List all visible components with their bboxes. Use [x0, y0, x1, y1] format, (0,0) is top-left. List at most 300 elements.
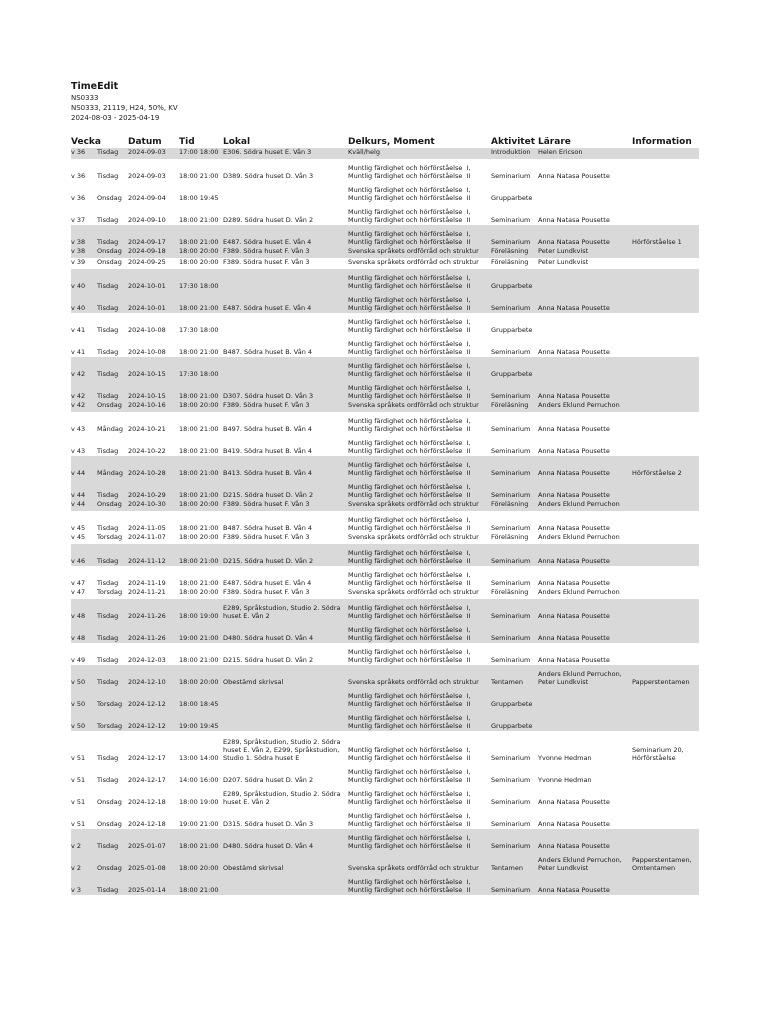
cell-week: v 41 [71, 348, 86, 356]
table-row [71, 665, 699, 687]
cell-date: 2024-10-15 [128, 370, 166, 378]
cell-day: Tisdag [97, 678, 119, 686]
cell-date: 2024-12-17 [128, 754, 166, 762]
cell-time: 17:30 18:00 [179, 370, 219, 378]
table-row [71, 873, 699, 895]
table-row [71, 763, 699, 785]
cell-day: Onsdag [97, 798, 122, 806]
cell-day: Torsdag [97, 533, 123, 541]
cell-activity: Seminarium [491, 612, 531, 620]
cell-date: 2024-12-10 [128, 678, 166, 686]
cell-room: Obestämd skrivsal [223, 678, 284, 686]
cell-week: v 51 [71, 820, 86, 828]
table-row [71, 434, 699, 456]
table-row [71, 687, 699, 709]
table-row [71, 533, 699, 544]
schedule-table [71, 136, 699, 895]
cell-course: Muntlig färdighet och hörförståelse I, Muntlig färdighet och hörförståelse II [348, 626, 471, 642]
cell-time: 19:00 21:00 [179, 634, 219, 642]
cell-course: Muntlig färdighet och hörförståelse I, Muntlig färdighet och hörförståelse II [348, 483, 471, 499]
cell-week: v 46 [71, 557, 86, 565]
cell-time: 18:00 21:00 [179, 579, 219, 587]
cell-room: Obestämd skrivsal [223, 864, 284, 872]
cell-course: Muntlig färdighet och hörförståelse I, Muntlig färdighet och hörförståelse II [348, 362, 471, 378]
cell-day: Torsdag [97, 722, 123, 730]
table-row [71, 566, 699, 588]
cell-activity: Seminarium [491, 842, 531, 850]
cell-time: 18:00 21:00 [179, 524, 219, 532]
cell-course: Muntlig färdighet och hörförståelse I, Muntlig färdighet och hörförståelse II [348, 714, 471, 730]
cell-teacher: Anna Natasa Pousette [538, 348, 610, 356]
cell-day: Tisdag [97, 172, 119, 180]
cell-activity: Introduktion [491, 148, 531, 156]
cell-time: 18:00 20:00 [179, 864, 219, 872]
cell-day: Tisdag [97, 634, 119, 642]
course-code: NS0333 [71, 94, 99, 102]
cell-activity: Föreläsning [491, 533, 529, 541]
cell-teacher: Anna Natasa Pousette [538, 579, 610, 587]
cell-week: v 2 [71, 842, 82, 850]
cell-teacher: Helen Ericson [538, 148, 583, 156]
cell-activity: Grupparbete [491, 282, 533, 290]
cell-time: 19:00 19:45 [179, 722, 219, 730]
cell-teacher: Anna Natasa Pousette [538, 612, 610, 620]
cell-date: 2024-10-08 [128, 348, 166, 356]
cell-activity: Grupparbete [491, 370, 533, 378]
cell-course: Muntlig färdighet och hörförståelse I, Muntlig färdighet och hörförståelse II [348, 812, 471, 828]
cell-room: E487. Södra huset E. Vån 4 [223, 238, 312, 246]
cell-week: v 50 [71, 722, 86, 730]
app-title: TimeEdit [71, 81, 119, 92]
column-header-information: Information [632, 137, 692, 147]
cell-time: 18:00 20:00 [179, 588, 219, 596]
cell-activity: Seminarium [491, 656, 531, 664]
cell-activity: Seminarium [491, 348, 531, 356]
cell-course: Kväll/helg [348, 148, 380, 156]
cell-time: 17:30 18:00 [179, 282, 219, 290]
table-row [71, 851, 699, 873]
cell-week: v 36 [71, 194, 86, 202]
cell-day: Tisdag [97, 656, 119, 664]
cell-time: 18:00 21:00 [179, 491, 219, 499]
cell-week: v 49 [71, 656, 86, 664]
cell-activity: Seminarium [491, 820, 531, 828]
cell-week: v 3 [71, 886, 82, 894]
cell-teacher: Anna Natasa Pousette [538, 425, 610, 433]
cell-course: Svenska språkets ordförråd och struktur [348, 401, 479, 409]
cell-week: v 45 [71, 524, 86, 532]
cell-time: 18:00 20:00 [179, 533, 219, 541]
cell-date: 2024-09-04 [128, 194, 166, 202]
cell-day: Tisdag [97, 612, 119, 620]
table-row [71, 412, 699, 434]
cell-week: v 42 [71, 392, 86, 400]
cell-teacher: Anna Natasa Pousette [538, 469, 610, 477]
cell-date: 2024-11-12 [128, 557, 166, 565]
cell-day: Tisdag [97, 776, 119, 784]
cell-course: Muntlig färdighet och hörförståelse I, Muntlig färdighet och hörförståelse II [348, 384, 471, 400]
cell-date: 2024-10-08 [128, 326, 166, 334]
cell-course: Muntlig färdighet och hörförståelse I, Muntlig färdighet och hörförståelse II [348, 746, 471, 762]
cell-activity: Grupparbete [491, 700, 533, 708]
cell-week: v 47 [71, 579, 86, 587]
cell-time: 14:00 16:00 [179, 776, 219, 784]
cell-day: Tisdag [97, 754, 119, 762]
cell-activity: Tentamen [491, 678, 523, 686]
cell-course: Muntlig färdighet och hörförståelse I, Muntlig färdighet och hörförståelse II [348, 516, 471, 532]
cell-room: B413. Södra huset B. Vån 4 [223, 469, 313, 477]
cell-date: 2024-10-28 [128, 469, 166, 477]
cell-activity: Seminarium [491, 634, 531, 642]
cell-day: Tisdag [97, 148, 119, 156]
cell-teacher: Anders Eklund Perruchon, Peter Lundkvist [538, 670, 622, 686]
cell-time: 18:00 21:00 [179, 842, 219, 850]
cell-time: 18:00 19:45 [179, 194, 219, 202]
table-row [71, 313, 699, 335]
cell-date: 2024-10-01 [128, 282, 166, 290]
cell-teacher: Anna Natasa Pousette [538, 798, 610, 806]
table-row [71, 203, 699, 225]
column-header-room: Lokal [223, 137, 251, 147]
cell-room: B419. Södra huset B. Vån 4 [223, 447, 313, 455]
cell-activity: Seminarium [491, 172, 531, 180]
cell-date: 2024-12-12 [128, 700, 166, 708]
cell-activity: Grupparbete [491, 326, 533, 334]
table-row [71, 785, 699, 807]
cell-course: Muntlig färdighet och hörförståelse I, Muntlig färdighet och hörförståelse II [348, 296, 471, 312]
cell-room: E289, Språkstudion, Studio 2. Södra huset E. Vån 2 [223, 604, 341, 620]
cell-week: v 42 [71, 401, 86, 409]
cell-week: v 44 [71, 469, 86, 477]
cell-week: v 43 [71, 425, 86, 433]
cell-week: v 42 [71, 370, 86, 378]
cell-day: Måndag [97, 425, 123, 433]
table-row [71, 335, 699, 357]
cell-time: 17:00 18:00 [179, 148, 219, 156]
cell-room: D215. Södra huset D. Vån 2 [223, 557, 314, 565]
table-row [71, 401, 699, 412]
cell-time: 18:00 20:00 [179, 500, 219, 508]
cell-teacher: Anders Eklund Perruchon [538, 401, 620, 409]
cell-week: v 51 [71, 754, 86, 762]
cell-date: 2024-11-07 [128, 533, 166, 541]
cell-date: 2024-10-29 [128, 491, 166, 499]
cell-time: 18:00 21:00 [179, 447, 219, 455]
cell-room: D480. Södra huset D. Vån 4 [223, 842, 314, 850]
cell-room: D315. Södra huset D. Vån 3 [223, 820, 314, 828]
cell-teacher: Peter Lundkvist [538, 258, 589, 266]
cell-teacher: Anders Eklund Perruchon, Peter Lundkvist [538, 856, 622, 872]
table-row [71, 379, 699, 401]
cell-day: Onsdag [97, 258, 122, 266]
table-row [71, 829, 699, 851]
cell-date: 2024-12-03 [128, 656, 166, 664]
cell-teacher: Yvonne Hedman [538, 776, 592, 784]
cell-teacher: Anna Natasa Pousette [538, 304, 610, 312]
cell-date: 2025-01-14 [128, 886, 166, 894]
cell-time: 18:00 20:00 [179, 247, 219, 255]
cell-teacher: Anna Natasa Pousette [538, 392, 610, 400]
cell-date: 2024-11-26 [128, 634, 166, 642]
cell-week: v 48 [71, 634, 86, 642]
cell-day: Tisdag [97, 392, 119, 400]
table-header [71, 136, 699, 148]
cell-activity: Seminarium [491, 754, 531, 762]
table-row [71, 621, 699, 643]
cell-time: 18:00 21:00 [179, 656, 219, 664]
cell-room: D307. Södra huset D. Vån 3 [223, 392, 314, 400]
cell-week: v 50 [71, 700, 86, 708]
cell-room: D207. Södra huset D. Vån 2 [223, 776, 314, 784]
cell-course: Muntlig färdighet och hörförståelse I, Muntlig färdighet och hörförståelse II [348, 604, 471, 620]
cell-activity: Seminarium [491, 524, 531, 532]
cell-activity: Seminarium [491, 392, 531, 400]
column-header-activity: Aktivitet [491, 137, 535, 147]
cell-course: Svenska språkets ordförråd och struktur [348, 247, 479, 255]
cell-course: Muntlig färdighet och hörförståelse I, Muntlig färdighet och hörförståelse II [348, 834, 471, 850]
cell-activity: Föreläsning [491, 258, 529, 266]
cell-date: 2024-10-16 [128, 401, 166, 409]
cell-day: Tisdag [97, 557, 119, 565]
cell-activity: Seminarium [491, 425, 531, 433]
cell-date: 2024-10-15 [128, 392, 166, 400]
cell-date: 2024-10-01 [128, 304, 166, 312]
cell-week: v 45 [71, 533, 86, 541]
cell-day: Tisdag [97, 524, 119, 532]
cell-course: Muntlig färdighet och hörförståelse I, Muntlig färdighet och hörförståelse II [348, 230, 471, 246]
table-row [71, 291, 699, 313]
table-row [71, 599, 699, 621]
cell-course: Muntlig färdighet och hörförståelse I, Muntlig färdighet och hörförståelse II [348, 549, 471, 565]
cell-day: Onsdag [97, 401, 122, 409]
cell-teacher: Anders Eklund Perruchon [538, 533, 620, 541]
cell-teacher: Anna Natasa Pousette [538, 238, 610, 246]
table-row [71, 456, 699, 478]
cell-activity: Seminarium [491, 776, 531, 784]
column-header-week: Vecka [71, 137, 101, 147]
column-header-course: Delkurs, Moment [348, 137, 435, 147]
table-row [71, 588, 699, 599]
cell-time: 17:30 18:00 [179, 326, 219, 334]
cell-date: 2024-09-03 [128, 172, 166, 180]
table-row [71, 500, 699, 511]
cell-room: E289, Språkstudion, Studio 2. Södra huset E. Vån 2 [223, 790, 341, 806]
cell-activity: Föreläsning [491, 247, 529, 255]
cell-time: 18:00 18:45 [179, 700, 219, 708]
cell-week: v 44 [71, 491, 86, 499]
table-row [71, 181, 699, 203]
cell-course: Muntlig färdighet och hörförståelse I, Muntlig färdighet och hörförståelse II [348, 208, 471, 224]
cell-day: Tisdag [97, 447, 119, 455]
cell-course: Muntlig färdighet och hörförståelse I, Muntlig färdighet och hörförståelse II [348, 164, 471, 180]
cell-course: Muntlig färdighet och hörförståelse I, Muntlig färdighet och hörförståelse II [348, 340, 471, 356]
cell-day: Tisdag [97, 238, 119, 246]
cell-teacher: Yvonne Hedman [538, 754, 592, 762]
cell-room: B487. Södra huset B. Vån 4 [223, 524, 313, 532]
cell-time: 18:00 21:00 [179, 348, 219, 356]
table-row [71, 544, 699, 566]
cell-day: Tisdag [97, 282, 119, 290]
cell-course: Muntlig färdighet och hörförståelse I, Muntlig färdighet och hörförståelse II [348, 461, 471, 477]
cell-date: 2024-11-21 [128, 588, 166, 596]
cell-course: Muntlig färdighet och hörförståelse I, Muntlig färdighet och hörförståelse II [348, 571, 471, 587]
column-header-time: Tid [179, 137, 195, 147]
table-row [71, 159, 699, 181]
cell-course: Muntlig färdighet och hörförståelse I, Muntlig färdighet och hörförståelse II [348, 186, 471, 202]
cell-activity: Seminarium [491, 469, 531, 477]
cell-activity: Seminarium [491, 886, 531, 894]
cell-week: v 47 [71, 588, 86, 596]
cell-teacher: Anders Eklund Perruchon [538, 500, 620, 508]
cell-room: D215. Södra huset D. Vån 2 [223, 656, 314, 664]
table-row [71, 258, 699, 269]
cell-week: v 50 [71, 678, 86, 686]
cell-date: 2025-01-08 [128, 864, 166, 872]
cell-time: 18:00 20:00 [179, 258, 219, 266]
cell-week: v 51 [71, 798, 86, 806]
cell-week: v 2 [71, 864, 82, 872]
date-range: 2024-08-03 - 2025-04-19 [71, 114, 160, 122]
cell-teacher: Anna Natasa Pousette [538, 656, 610, 664]
cell-date: 2024-12-17 [128, 776, 166, 784]
cell-day: Tisdag [97, 304, 119, 312]
cell-time: 18:00 21:00 [179, 392, 219, 400]
cell-day: Tisdag [97, 886, 119, 894]
table-body [71, 148, 699, 895]
cell-date: 2024-09-25 [128, 258, 166, 266]
cell-date: 2024-09-10 [128, 216, 166, 224]
cell-time: 18:00 20:00 [179, 401, 219, 409]
cell-day: Tisdag [97, 348, 119, 356]
cell-date: 2024-11-19 [128, 579, 166, 587]
cell-activity: Föreläsning [491, 500, 529, 508]
cell-teacher: Anna Natasa Pousette [538, 524, 610, 532]
cell-room: F389. Södra huset F. Vån 3 [223, 401, 310, 409]
cell-activity: Föreläsning [491, 588, 529, 596]
cell-time: 18:00 21:00 [179, 304, 219, 312]
cell-time: 18:00 21:00 [179, 238, 219, 246]
cell-teacher: Anna Natasa Pousette [538, 172, 610, 180]
cell-course: Svenska språkets ordförråd och struktur [348, 864, 479, 872]
cell-course: Muntlig färdighet och hörförståelse I, Muntlig färdighet och hörförståelse II [348, 417, 471, 433]
course-details: NS0333, 21119, H24, 50%, KV [71, 104, 178, 112]
cell-time: 18:00 21:00 [179, 172, 219, 180]
cell-course: Muntlig färdighet och hörförståelse I, Muntlig färdighet och hörförståelse II [348, 692, 471, 708]
cell-time: 18:00 19:00 [179, 612, 219, 620]
cell-room: D389. Södra huset D. Vån 3 [223, 172, 314, 180]
cell-day: Tisdag [97, 216, 119, 224]
table-row [71, 807, 699, 829]
document-header [71, 80, 178, 123]
cell-info: Hörförståelse 1 [632, 238, 682, 246]
cell-course: Svenska språkets ordförråd och struktur [348, 500, 479, 508]
cell-activity: Seminarium [491, 447, 531, 455]
cell-time: 18:00 20:00 [179, 678, 219, 686]
cell-teacher: Anna Natasa Pousette [538, 886, 610, 894]
cell-date: 2024-12-18 [128, 798, 166, 806]
cell-week: v 41 [71, 326, 86, 334]
cell-teacher: Anna Natasa Pousette [538, 216, 610, 224]
cell-day: Tisdag [97, 491, 119, 499]
cell-date: 2024-10-30 [128, 500, 166, 508]
cell-activity: Grupparbete [491, 194, 533, 202]
table-row [71, 731, 699, 763]
cell-activity: Seminarium [491, 579, 531, 587]
cell-teacher: Anna Natasa Pousette [538, 842, 610, 850]
cell-activity: Seminarium [491, 798, 531, 806]
cell-time: 18:00 21:00 [179, 469, 219, 477]
cell-teacher: Anna Natasa Pousette [538, 634, 610, 642]
cell-course: Muntlig färdighet och hörförståelse I, Muntlig färdighet och hörförståelse II [348, 768, 471, 784]
cell-teacher: Anna Natasa Pousette [538, 557, 610, 565]
cell-week: v 39 [71, 258, 86, 266]
cell-day: Torsdag [97, 700, 123, 708]
cell-time: 18:00 21:00 [179, 216, 219, 224]
cell-course: Svenska språkets ordförråd och struktur [348, 588, 479, 596]
cell-date: 2024-11-05 [128, 524, 166, 532]
cell-course: Muntlig färdighet och hörförståelse I, Muntlig färdighet och hörförståelse II [348, 878, 471, 894]
table-row [71, 148, 699, 159]
cell-course: Svenska språkets ordförråd och struktur [348, 533, 479, 541]
table-row [71, 643, 699, 665]
cell-activity: Tentamen [491, 864, 523, 872]
cell-time: 18:00 19:00 [179, 798, 219, 806]
cell-room: E289, Språkstudion, Studio 2. Södra huset E. Vån 2, E299, Språkstudion, Studio 1. Södra huset E [223, 738, 341, 762]
column-header-teacher: Lärare [538, 137, 571, 147]
cell-day: Tisdag [97, 326, 119, 334]
cell-info: Hörförståelse 2 [632, 469, 682, 477]
cell-room: F389. Södra huset F. Vån 3 [223, 258, 310, 266]
cell-teacher: Anna Natasa Pousette [538, 447, 610, 455]
cell-course: Muntlig färdighet och hörförståelse I, Muntlig färdighet och hörförståelse II [348, 318, 471, 334]
cell-info: Papperstentamen [632, 678, 690, 686]
cell-date: 2025-01-07 [128, 842, 166, 850]
cell-course: Muntlig färdighet och hörförståelse I, Muntlig färdighet och hörförståelse II [348, 439, 471, 455]
cell-week: v 38 [71, 238, 86, 246]
cell-room: F389. Södra huset F. Vån 3 [223, 500, 310, 508]
cell-room: D480. Södra huset D. Vån 4 [223, 634, 314, 642]
cell-teacher: Anders Eklund Perruchon [538, 588, 620, 596]
cell-activity: Seminarium [491, 491, 531, 499]
cell-room: F389. Södra huset F. Vån 3 [223, 533, 310, 541]
cell-date: 2024-10-22 [128, 447, 166, 455]
cell-room: E487. Södra huset E. Vån 4 [223, 579, 312, 587]
cell-day: Måndag [97, 469, 123, 477]
cell-activity: Seminarium [491, 557, 531, 565]
cell-day: Tisdag [97, 842, 119, 850]
cell-time: 18:00 21:00 [179, 425, 219, 433]
cell-course: Svenska språkets ordförråd och struktur [348, 678, 479, 686]
cell-teacher: Peter Lundkvist [538, 247, 589, 255]
cell-course: Muntlig färdighet och hörförståelse I, Muntlig färdighet och hörförståelse II [348, 274, 471, 290]
table-row [71, 709, 699, 731]
cell-date: 2024-12-18 [128, 820, 166, 828]
cell-week: v 37 [71, 216, 86, 224]
table-row [71, 269, 699, 291]
cell-course: Muntlig färdighet och hörförståelse I, Muntlig färdighet och hörförståelse II [348, 790, 471, 806]
cell-activity: Seminarium [491, 238, 531, 246]
cell-room: B497. Södra huset B. Vån 4 [223, 425, 313, 433]
cell-room: E487. Södra huset E. Vån 4 [223, 304, 312, 312]
cell-day: Tisdag [97, 579, 119, 587]
table-row [71, 478, 699, 500]
cell-room: D215. Södra huset D. Vån 2 [223, 491, 314, 499]
cell-info: Seminarium 20, Hörförståelse [632, 746, 684, 762]
cell-room: E306. Södra huset E. Vån 3 [223, 148, 312, 156]
cell-course: Muntlig färdighet och hörförståelse I, Muntlig färdighet och hörförståelse II [348, 648, 471, 664]
cell-time: 13:00 14:00 [179, 754, 219, 762]
cell-week: v 43 [71, 447, 86, 455]
